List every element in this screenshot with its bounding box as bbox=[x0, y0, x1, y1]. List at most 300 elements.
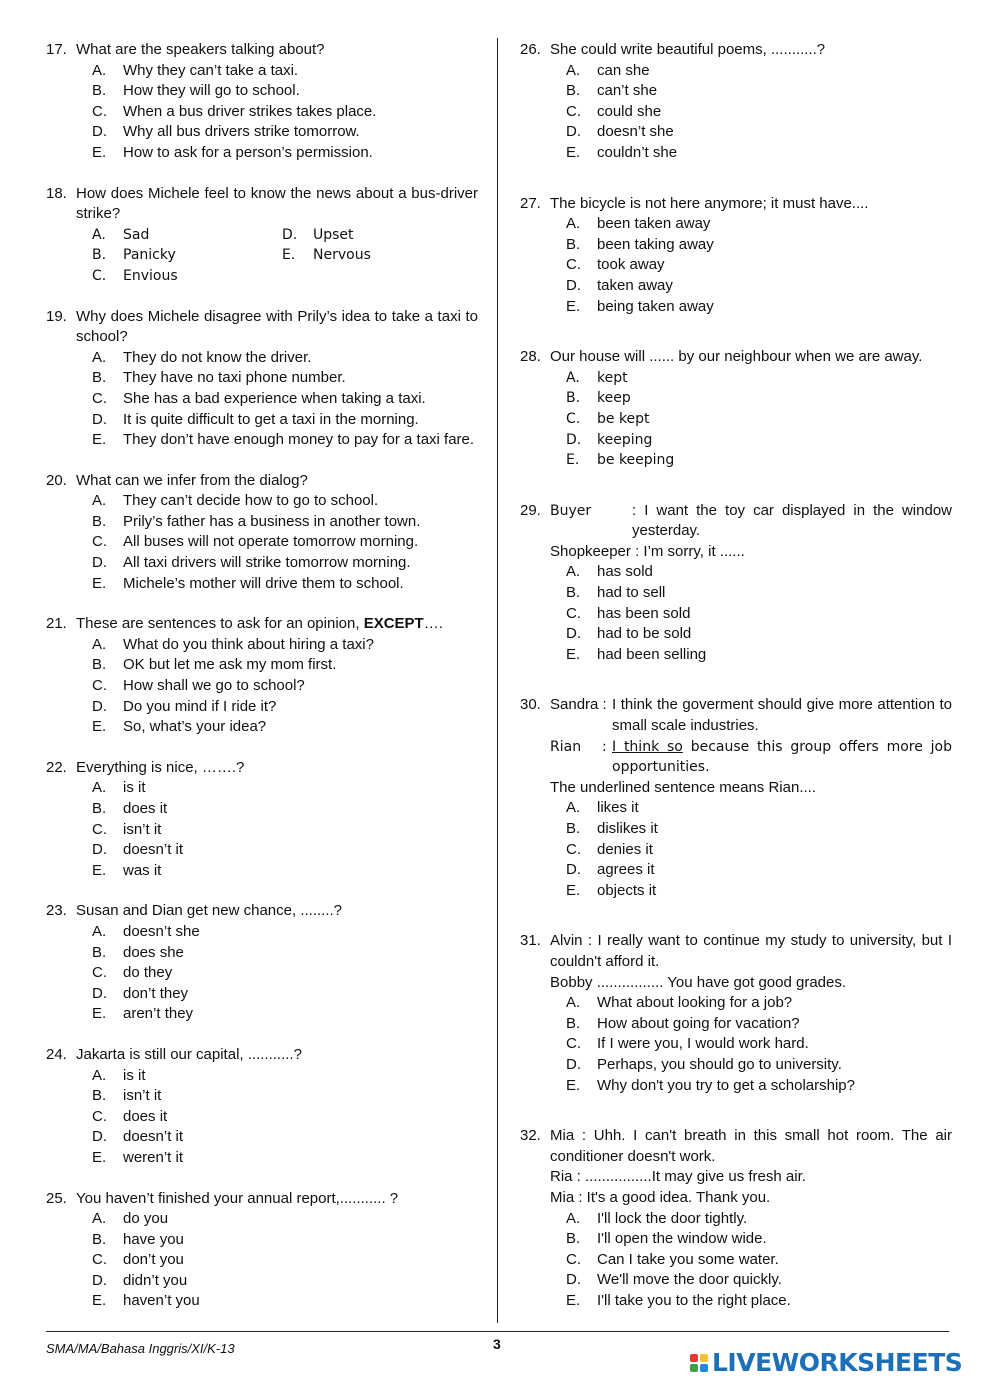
option-text: don’t they bbox=[123, 984, 189, 1002]
option-text: aren’t they bbox=[123, 1005, 194, 1023]
option-letter: B. bbox=[566, 235, 581, 253]
option-text: keep bbox=[597, 390, 631, 407]
options bbox=[46, 61, 478, 164]
question-29 bbox=[520, 501, 952, 666]
dialog-line-rian bbox=[520, 737, 952, 778]
option-c[interactable] bbox=[92, 102, 478, 123]
option-c[interactable] bbox=[566, 1250, 952, 1271]
option-letter: E. bbox=[92, 574, 107, 592]
option-a[interactable] bbox=[92, 635, 478, 656]
option-letter: C. bbox=[566, 1250, 581, 1268]
option-text: They don’t have enough money to pay for a taxi fare. bbox=[123, 431, 475, 449]
option-b[interactable] bbox=[92, 943, 478, 964]
option-text: keeping bbox=[597, 431, 653, 448]
option-letter: A. bbox=[566, 1209, 581, 1227]
option-b[interactable] bbox=[566, 1229, 952, 1250]
option-letter: C. bbox=[92, 677, 107, 695]
option-d[interactable] bbox=[92, 1127, 478, 1148]
page-number: 3 bbox=[493, 1336, 501, 1352]
option-text: is it bbox=[123, 1066, 146, 1084]
option-text: Can I take you some water. bbox=[597, 1250, 779, 1268]
option-letter: E. bbox=[92, 1005, 107, 1023]
option-text: couldn’t she bbox=[597, 143, 678, 161]
option-c[interactable] bbox=[566, 409, 952, 430]
option-text: How they will go to school. bbox=[123, 82, 300, 100]
option-c[interactable] bbox=[92, 676, 478, 697]
option-text: had been selling bbox=[597, 645, 707, 663]
liveworksheets-logo bbox=[690, 1348, 962, 1377]
option-a[interactable] bbox=[92, 778, 478, 799]
option-letter: E. bbox=[566, 881, 581, 899]
question-17 bbox=[46, 40, 478, 164]
option-c[interactable] bbox=[92, 1107, 478, 1128]
option-c[interactable] bbox=[566, 1034, 952, 1055]
question-26 bbox=[520, 40, 952, 164]
option-letter: D. bbox=[92, 697, 107, 715]
option-c[interactable] bbox=[92, 532, 478, 553]
option-letter: E. bbox=[566, 452, 580, 469]
option-letter: E. bbox=[92, 1292, 107, 1310]
option-letter: D. bbox=[566, 431, 582, 448]
option-text: What about looking for a job? bbox=[597, 994, 793, 1012]
option-letter: B. bbox=[92, 512, 107, 530]
option-c[interactable] bbox=[92, 1250, 478, 1271]
option-d[interactable] bbox=[92, 410, 478, 431]
underlined-sentence: I think so bbox=[612, 738, 683, 755]
question-30 bbox=[520, 695, 952, 901]
question-27 bbox=[520, 194, 952, 318]
options bbox=[46, 1209, 478, 1312]
question-text bbox=[76, 614, 478, 635]
option-letter: B. bbox=[92, 1087, 107, 1105]
option-letter: A. bbox=[566, 61, 581, 79]
question-number: 27. bbox=[520, 194, 541, 212]
option-d[interactable] bbox=[566, 276, 952, 297]
question-31 bbox=[520, 931, 952, 1096]
option-letter: B. bbox=[566, 1230, 581, 1248]
option-text: I'll lock the door tightly. bbox=[597, 1209, 748, 1227]
option-text: Nervous bbox=[313, 247, 371, 264]
option-letter: C. bbox=[92, 964, 107, 982]
question-19 bbox=[46, 307, 478, 451]
option-letter: C. bbox=[566, 1035, 581, 1053]
option-b[interactable] bbox=[92, 368, 478, 389]
option-b[interactable] bbox=[566, 819, 952, 840]
option-text: Panicky bbox=[123, 247, 176, 264]
option-letter: C. bbox=[566, 840, 581, 858]
option-letter: C. bbox=[566, 102, 581, 120]
option-letter: D. bbox=[92, 1271, 107, 1289]
option-letter: D. bbox=[92, 554, 107, 572]
question-24 bbox=[46, 1045, 478, 1169]
option-letter: D. bbox=[92, 410, 107, 428]
option-b[interactable] bbox=[566, 583, 952, 604]
dialog-line-mia: Mia : Uhh. I can't breath in this small hot room. The air conditioner doesn't work. bbox=[550, 1127, 952, 1165]
option-d[interactable] bbox=[566, 624, 952, 645]
option-a[interactable] bbox=[92, 1066, 478, 1087]
option-letter: E. bbox=[566, 645, 581, 663]
question-20 bbox=[46, 471, 478, 595]
option-letter: A. bbox=[566, 563, 581, 581]
option-e[interactable] bbox=[92, 1148, 478, 1169]
question-text: She could write beautiful poems, ...........? bbox=[550, 41, 826, 58]
option-letter: C. bbox=[566, 604, 581, 622]
option-text: All taxi drivers will strike tomorrow morning. bbox=[123, 554, 411, 572]
option-d[interactable] bbox=[92, 697, 478, 718]
option-e[interactable] bbox=[566, 143, 952, 164]
question-text: Jakarta is still our capital, ...........? bbox=[76, 1045, 302, 1063]
option-letter: E. bbox=[566, 1076, 581, 1094]
question-text: What are the speakers talking about? bbox=[76, 41, 325, 58]
option-letter: C. bbox=[92, 1251, 107, 1269]
option-letter: B. bbox=[92, 656, 107, 674]
option-text: being taken away bbox=[597, 297, 714, 315]
options bbox=[46, 225, 478, 287]
option-text: Why they can’t take a taxi. bbox=[123, 61, 299, 79]
option-letter: A. bbox=[92, 779, 107, 797]
option-text: can she bbox=[597, 61, 650, 79]
logo-text: LIVEWORKSHEETS bbox=[712, 1348, 963, 1377]
option-a[interactable] bbox=[92, 1209, 478, 1230]
option-text: She has a bad experience when taking a taxi. bbox=[123, 389, 426, 407]
option-letter: B. bbox=[92, 247, 107, 264]
option-a[interactable] bbox=[566, 368, 952, 389]
option-letter: B. bbox=[566, 820, 581, 837]
option-letter: A. bbox=[92, 492, 107, 510]
option-text: be keeping bbox=[597, 452, 675, 469]
question-25 bbox=[46, 1189, 478, 1313]
buyer-line: : I want the toy car displayed in the window yesterday. bbox=[632, 501, 952, 540]
left-column bbox=[46, 40, 478, 1332]
option-c[interactable] bbox=[566, 840, 952, 861]
option-text: Michele’s mother will drive them to school. bbox=[123, 574, 404, 592]
option-text: Perhaps, you should go to university. bbox=[597, 1055, 842, 1073]
option-letter: D. bbox=[566, 625, 581, 643]
options bbox=[46, 1066, 478, 1169]
option-letter: A. bbox=[92, 635, 107, 653]
option-c[interactable] bbox=[92, 389, 478, 410]
option-letter: E. bbox=[92, 861, 107, 879]
option-text: How to ask for a person’s permission. bbox=[123, 143, 373, 161]
option-d[interactable] bbox=[92, 1271, 478, 1292]
option-text: do you bbox=[123, 1210, 169, 1228]
options bbox=[520, 562, 952, 665]
question-number: 23. bbox=[46, 902, 67, 920]
option-e[interactable] bbox=[92, 143, 478, 164]
option-e[interactable] bbox=[92, 1291, 478, 1312]
footer-rule bbox=[46, 1331, 949, 1332]
question-22 bbox=[46, 758, 478, 882]
option-d[interactable] bbox=[566, 1055, 952, 1076]
option-c[interactable] bbox=[92, 820, 478, 841]
option-a[interactable] bbox=[566, 993, 952, 1014]
option-e[interactable] bbox=[92, 574, 478, 595]
options bbox=[520, 214, 952, 317]
rian-line-rest: because this group offers more job opportunities. bbox=[612, 738, 953, 776]
question-text: Our house will ...... by our neighbour when we are away. bbox=[550, 348, 923, 366]
option-b[interactable] bbox=[92, 512, 478, 533]
except-keyword: EXCEPT bbox=[363, 615, 424, 633]
question-23 bbox=[46, 901, 478, 1025]
option-b[interactable] bbox=[566, 235, 952, 256]
option-a[interactable] bbox=[92, 922, 478, 943]
option-d[interactable] bbox=[92, 984, 478, 1005]
option-text: has been sold bbox=[597, 604, 691, 622]
dialog-line-alvin: Alvin : I really want to continue my study to university, but I couldn't afford it. bbox=[550, 932, 952, 970]
option-letter: E. bbox=[282, 247, 296, 264]
option-letter: B. bbox=[92, 943, 107, 961]
option-e[interactable] bbox=[566, 1291, 952, 1312]
option-text: objects it bbox=[597, 881, 657, 899]
question-32 bbox=[520, 1126, 952, 1311]
option-letter: A. bbox=[92, 61, 107, 79]
question-prompt: The underlined sentence means Rian.... bbox=[550, 778, 816, 796]
option-letter: D. bbox=[92, 1128, 107, 1146]
option-text: What do you think about hiring a taxi? bbox=[123, 635, 374, 653]
option-c[interactable] bbox=[92, 266, 282, 287]
option-d[interactable] bbox=[566, 430, 952, 451]
question-text: How does Michele feel to know the news about a bus-driver strike? bbox=[76, 184, 478, 223]
option-e[interactable] bbox=[566, 645, 952, 666]
option-letter: B. bbox=[566, 1014, 581, 1032]
dialog-line-shopkeeper: Shopkeeper : I’m sorry, it ...... bbox=[550, 542, 745, 560]
option-text: It is quite difficult to get a taxi in the morning. bbox=[123, 410, 419, 428]
options bbox=[46, 778, 478, 881]
dialog-line-sandra bbox=[550, 695, 952, 736]
option-text: does she bbox=[123, 943, 184, 961]
option-text: So, what’s your idea? bbox=[123, 718, 267, 736]
option-letter: A. bbox=[566, 215, 581, 233]
option-text: Upset bbox=[313, 226, 354, 243]
option-text: They can’t decide how to go to school. bbox=[123, 492, 379, 510]
option-letter: B. bbox=[566, 390, 581, 407]
option-text: doesn’t it bbox=[123, 841, 184, 859]
option-a[interactable] bbox=[92, 348, 478, 369]
option-letter: E. bbox=[566, 297, 581, 315]
option-b[interactable] bbox=[92, 1086, 478, 1107]
option-e[interactable] bbox=[282, 245, 432, 266]
options bbox=[46, 922, 478, 1025]
option-text: took away bbox=[597, 256, 665, 274]
option-d[interactable] bbox=[92, 122, 478, 143]
option-letter: C. bbox=[92, 102, 107, 120]
option-d[interactable] bbox=[566, 1270, 952, 1291]
option-letter: B. bbox=[566, 584, 581, 602]
option-d[interactable] bbox=[92, 840, 478, 861]
option-d[interactable] bbox=[92, 553, 478, 574]
option-d[interactable] bbox=[566, 122, 952, 143]
option-e[interactable] bbox=[566, 881, 952, 902]
option-text: don’t you bbox=[123, 1251, 184, 1269]
option-a[interactable] bbox=[566, 562, 952, 583]
option-b[interactable] bbox=[566, 81, 952, 102]
question-number: 21. bbox=[46, 615, 67, 633]
option-text: They have no taxi phone number. bbox=[123, 369, 346, 387]
option-text: does it bbox=[123, 1107, 168, 1125]
option-text: does it bbox=[123, 800, 168, 817]
option-text: Why don't you try to get a scholarship? bbox=[597, 1076, 855, 1094]
option-letter: D. bbox=[566, 276, 581, 294]
option-letter: A. bbox=[92, 1210, 107, 1228]
option-text: was it bbox=[123, 861, 162, 879]
question-28 bbox=[520, 347, 952, 471]
option-b[interactable] bbox=[92, 81, 478, 102]
option-text: doesn’t it bbox=[123, 1128, 184, 1146]
option-text: been taken away bbox=[597, 215, 711, 233]
question-number: 30. bbox=[520, 696, 541, 714]
option-letter: C. bbox=[92, 533, 107, 551]
option-e[interactable] bbox=[92, 1004, 478, 1025]
right-column bbox=[520, 40, 952, 1331]
option-letter: A. bbox=[92, 922, 107, 940]
question-number: 31. bbox=[520, 932, 541, 950]
option-letter: E. bbox=[92, 718, 107, 736]
option-text: All buses will not operate tomorrow morning. bbox=[123, 533, 419, 551]
options bbox=[520, 368, 952, 471]
option-e[interactable] bbox=[92, 717, 478, 738]
option-letter: B. bbox=[92, 1230, 107, 1248]
option-letter: B. bbox=[92, 82, 107, 100]
option-letter: A. bbox=[92, 1066, 107, 1084]
option-c[interactable] bbox=[92, 963, 478, 984]
question-text: What can we infer from the dialog? bbox=[76, 471, 308, 489]
option-e[interactable] bbox=[566, 297, 952, 318]
option-text: be kept bbox=[597, 410, 650, 427]
option-letter: D. bbox=[566, 1271, 581, 1289]
question-number: 32. bbox=[520, 1127, 541, 1145]
question-text: Why does Michele disagree with Prily’s idea to take a taxi to school? bbox=[76, 307, 478, 346]
option-letter: A. bbox=[566, 994, 581, 1012]
option-letter: B. bbox=[92, 800, 107, 817]
speaker-sandra: Sandra : bbox=[550, 696, 607, 714]
option-a[interactable] bbox=[92, 491, 478, 512]
options bbox=[46, 491, 478, 594]
option-letter: C. bbox=[92, 267, 107, 284]
options bbox=[520, 993, 952, 1096]
option-text: Envious bbox=[123, 267, 178, 284]
option-b[interactable] bbox=[92, 655, 478, 676]
option-letter: C. bbox=[92, 389, 107, 407]
option-text: isn’t it bbox=[123, 1087, 162, 1105]
option-letter: E. bbox=[566, 1291, 581, 1309]
option-c[interactable] bbox=[566, 255, 952, 276]
option-letter: D. bbox=[566, 861, 581, 879]
option-a[interactable] bbox=[566, 214, 952, 235]
option-b[interactable] bbox=[92, 245, 282, 266]
question-21 bbox=[46, 614, 478, 738]
option-letter: D. bbox=[92, 123, 107, 141]
option-text: been taking away bbox=[597, 235, 714, 253]
option-letter: E. bbox=[92, 1148, 107, 1166]
option-c[interactable] bbox=[566, 604, 952, 625]
option-b[interactable] bbox=[92, 799, 478, 820]
question-number: 24. bbox=[46, 1045, 67, 1063]
option-text: How about going for vacation? bbox=[597, 1014, 800, 1032]
option-text: I'll take you to the right place. bbox=[597, 1291, 791, 1309]
dialog-line-ria: Ria : ................It may give us fresh air. bbox=[550, 1168, 806, 1186]
option-text: had to be sold bbox=[597, 625, 692, 643]
question-number: 26. bbox=[520, 41, 541, 58]
footer-course-code: SMA/MA/Bahasa Inggris/XI/K-13 bbox=[46, 1341, 235, 1356]
question-number: 20. bbox=[46, 471, 67, 489]
options bbox=[520, 1209, 952, 1312]
options bbox=[520, 61, 952, 164]
option-d[interactable] bbox=[566, 860, 952, 881]
option-letter: D. bbox=[566, 1055, 581, 1073]
option-text: I'll open the window wide. bbox=[597, 1230, 767, 1248]
dialog-line-buyer bbox=[550, 501, 952, 542]
question-text: Everything is nice, …….? bbox=[76, 758, 245, 776]
option-e[interactable] bbox=[566, 450, 952, 471]
dialog-line-bobby: Bobby ................ You have got good grades. bbox=[550, 973, 847, 991]
question-text-main: These are sentences to ask for an opinion, bbox=[76, 615, 360, 633]
option-e[interactable] bbox=[92, 861, 478, 882]
column-divider bbox=[497, 38, 498, 1323]
option-c[interactable] bbox=[566, 102, 952, 123]
option-letter: A. bbox=[566, 369, 580, 386]
option-letter: D. bbox=[282, 226, 298, 243]
option-text: had to sell bbox=[597, 584, 666, 602]
option-a[interactable] bbox=[92, 61, 478, 82]
option-text: If I were you, I would work hard. bbox=[597, 1035, 809, 1053]
question-number: 22. bbox=[46, 758, 67, 776]
rian-line bbox=[612, 737, 952, 778]
option-a[interactable] bbox=[92, 225, 282, 246]
option-letter: A. bbox=[92, 226, 106, 243]
speaker-buyer: Buyer bbox=[550, 502, 592, 519]
option-letter: E. bbox=[92, 143, 107, 161]
option-text: can’t she bbox=[597, 82, 658, 100]
option-letter: C. bbox=[566, 256, 581, 274]
options bbox=[520, 798, 952, 901]
option-letter: D. bbox=[92, 984, 107, 1002]
dialog-line-mia-reply: Mia : It's a good idea. Thank you. bbox=[550, 1188, 771, 1206]
option-a[interactable] bbox=[566, 61, 952, 82]
option-d[interactable] bbox=[282, 225, 432, 246]
option-text: doesn’t she bbox=[597, 123, 674, 141]
option-text: dislikes it bbox=[597, 820, 658, 837]
question-text: Susan and Dian get new chance, ........? bbox=[76, 902, 343, 920]
option-text: is it bbox=[123, 779, 146, 797]
option-b[interactable] bbox=[92, 1230, 478, 1251]
speaker-rian: Rian bbox=[550, 738, 582, 755]
option-letter: E. bbox=[566, 143, 581, 161]
option-e[interactable] bbox=[566, 1076, 952, 1097]
option-text: agrees it bbox=[597, 861, 655, 879]
option-letter: B. bbox=[566, 82, 581, 100]
option-a[interactable] bbox=[566, 1209, 952, 1230]
question-number: 18. bbox=[46, 184, 67, 202]
option-text: haven’t you bbox=[123, 1292, 200, 1310]
option-letter: E. bbox=[92, 431, 107, 449]
option-e[interactable] bbox=[92, 430, 478, 451]
options bbox=[46, 635, 478, 738]
option-text: How shall we go to school? bbox=[123, 677, 305, 695]
option-b[interactable] bbox=[566, 388, 952, 409]
sandra-line: I think the goverment should give more attention to small scale industries. bbox=[612, 696, 952, 735]
option-letter: D. bbox=[92, 841, 107, 859]
question-number: 29. bbox=[520, 501, 541, 519]
option-letter: C. bbox=[566, 410, 581, 427]
option-b[interactable] bbox=[566, 1014, 952, 1035]
question-number: 17. bbox=[46, 41, 67, 58]
option-text: OK but let me ask my mom first. bbox=[123, 656, 337, 674]
option-text: isn’t it bbox=[123, 820, 162, 838]
option-letter: D. bbox=[566, 123, 581, 141]
option-text: taken away bbox=[597, 276, 673, 294]
option-text: do they bbox=[123, 964, 173, 982]
option-a[interactable] bbox=[566, 798, 952, 819]
